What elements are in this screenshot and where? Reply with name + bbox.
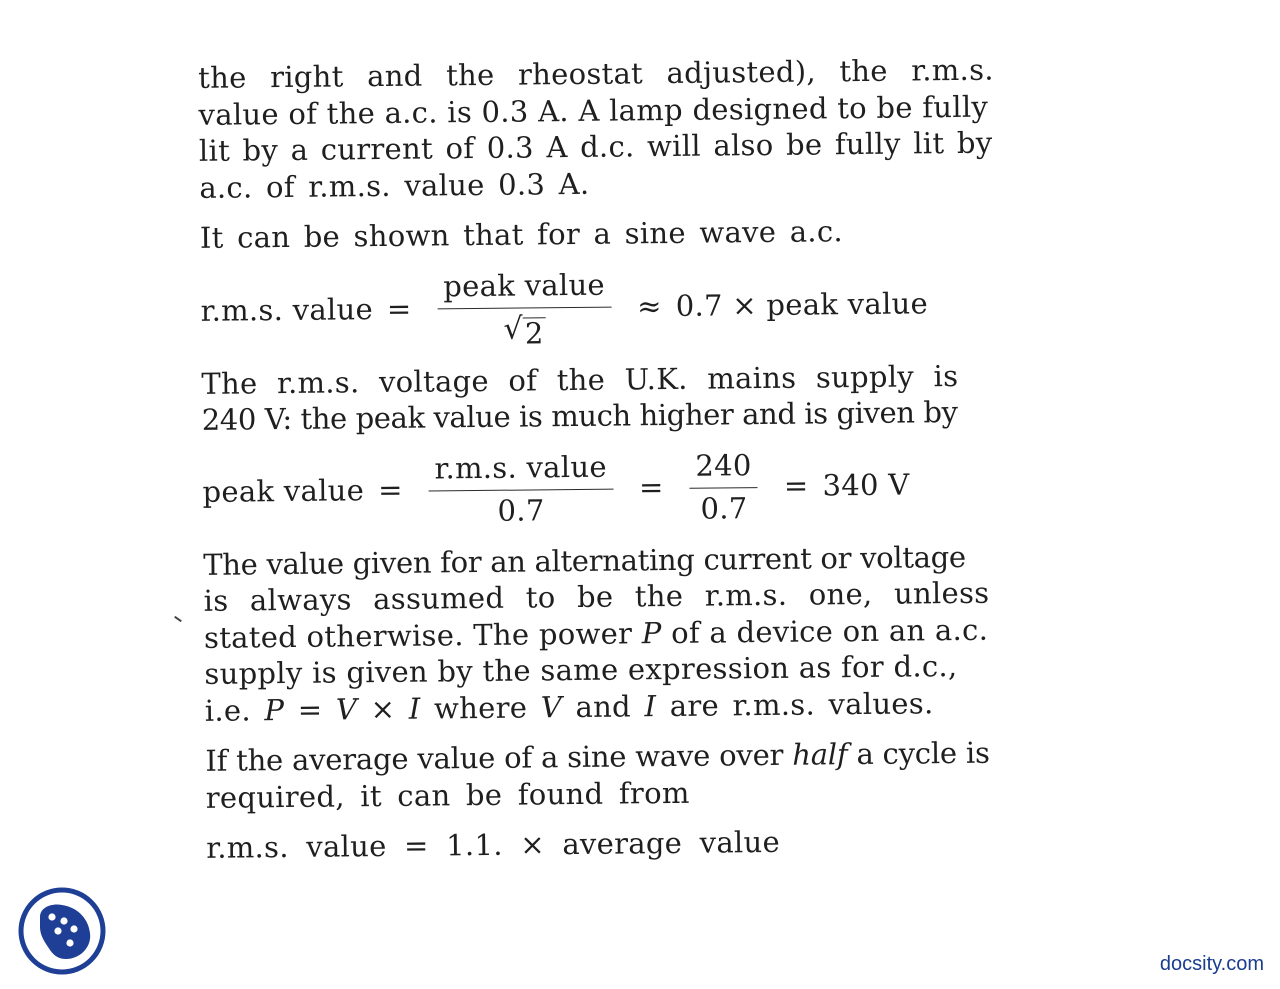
paragraph-4 bbox=[195, 537, 1087, 729]
text-line: value of the a.c. is 0.3 A. A lamp designed to be fully bbox=[198, 89, 989, 132]
approx-sign: ≈ bbox=[636, 288, 662, 324]
times-sign: × bbox=[356, 691, 409, 726]
equation-lhs: r.m.s. value bbox=[200, 291, 374, 328]
paragraph-1 bbox=[190, 51, 1081, 206]
docsity-logo-icon[interactable] bbox=[18, 887, 106, 975]
text-run: If the average value of a sine wave over bbox=[205, 737, 793, 778]
variable-p: P bbox=[641, 615, 662, 650]
equation-peak-value bbox=[194, 443, 1085, 532]
variable-i: I bbox=[644, 688, 657, 723]
equation-rhs: 0.7 × peak value bbox=[675, 286, 929, 323]
fraction-numerator: 240 bbox=[689, 447, 758, 489]
fraction-denominator: 0.7 bbox=[497, 493, 545, 528]
text-line: the right and the rheostat adjusted), the r.m.s. bbox=[198, 52, 994, 95]
text-run: a cycle is bbox=[847, 735, 990, 772]
equation-lhs: peak value bbox=[202, 473, 365, 510]
variable-i: I bbox=[408, 691, 421, 726]
equation-rms-peak bbox=[192, 261, 1083, 351]
fraction-numerator: peak value bbox=[437, 266, 611, 309]
fraction bbox=[689, 447, 758, 528]
variable-v: V bbox=[540, 689, 563, 724]
radical-sign: √ bbox=[503, 311, 524, 347]
equation-rhs: 340 V bbox=[822, 467, 910, 503]
text-run: of a device on an a.c. bbox=[661, 612, 989, 650]
fraction-numerator: r.m.s. value bbox=[428, 448, 613, 491]
text-line: r.m.s. value = 1.1. × average value bbox=[206, 824, 781, 865]
radicand: 2 bbox=[524, 315, 544, 351]
text-run: stated otherwise. The power bbox=[203, 615, 642, 655]
variable-v: V bbox=[335, 691, 358, 727]
text-run: are r.m.s. values. bbox=[656, 685, 934, 723]
text-line: The value given for an alternating current or voltage bbox=[203, 539, 966, 582]
text-line: lit by a current of 0.3 A d.c. will also be fully lit by bbox=[198, 125, 993, 168]
fraction bbox=[437, 266, 611, 349]
text-line: It can be shown that for a sine wave a.c. bbox=[199, 214, 844, 255]
equals-sign: = bbox=[783, 468, 809, 504]
text-line: 240 V: the peak value is much higher and is given by bbox=[201, 394, 958, 437]
text-run: where bbox=[420, 689, 541, 726]
equals-sign: = bbox=[377, 473, 403, 508]
text-line: The r.m.s. voltage of the U.K. mains supply is bbox=[201, 358, 959, 401]
fraction bbox=[428, 448, 613, 530]
scan-mark bbox=[174, 616, 182, 622]
text-run: and bbox=[561, 688, 645, 724]
fraction-denominator bbox=[503, 308, 546, 351]
text-run: i.e. bbox=[204, 692, 265, 728]
paragraph-5 bbox=[197, 734, 1088, 816]
square-root bbox=[503, 311, 546, 351]
emphasis: half bbox=[792, 737, 848, 772]
fraction-denominator: 0.7 bbox=[700, 491, 748, 526]
equals-sign: = bbox=[284, 692, 337, 727]
scanned-text-block bbox=[190, 51, 1088, 867]
brand-link[interactable]: docsity.com bbox=[1159, 953, 1264, 975]
text-line: is always assumed to be the r.m.s. one, unless bbox=[203, 575, 990, 618]
variable-p: P bbox=[264, 692, 285, 727]
text-line: required, it can be found from bbox=[205, 775, 690, 815]
equals-sign: = bbox=[638, 470, 664, 505]
text-line: supply is given by the same expression as for d.c., bbox=[204, 648, 958, 691]
paragraph-3 bbox=[193, 356, 1084, 438]
text-line: a.c. of r.m.s. value 0.3 A. bbox=[199, 166, 590, 205]
equals-sign: = bbox=[386, 291, 412, 326]
